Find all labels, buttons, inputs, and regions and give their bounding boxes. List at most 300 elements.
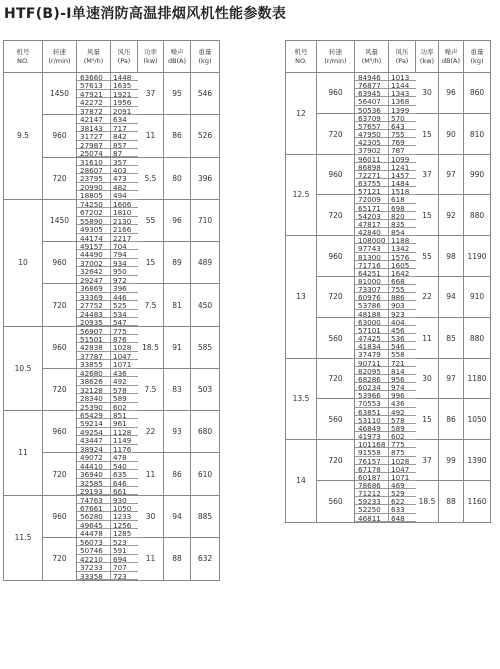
pressure-value: 769 [389, 138, 416, 146]
pressure-value: 820 [389, 212, 416, 220]
speed-rpm: 960 [317, 73, 355, 113]
airflow-value: 28340 [77, 394, 111, 402]
speed-block [43, 411, 219, 453]
pressure-value: 2217 [111, 234, 138, 242]
pressure-value: 482 [111, 183, 138, 191]
airflow-value: 25074 [77, 149, 111, 157]
noise-dba: 97 [439, 155, 464, 195]
header-line: (r/min) [324, 56, 347, 65]
pressure-value: 1176 [111, 445, 138, 453]
airflow-value: 101168 [355, 440, 389, 448]
model-group [4, 496, 219, 581]
pressure-value: 1956 [111, 98, 138, 106]
pressure-value: 851 [111, 411, 138, 419]
pressure-value: 1047 [389, 465, 416, 473]
airflow-value: 36869 [77, 284, 111, 292]
pressure-value: 589 [389, 424, 416, 432]
pressure-value: 755 [389, 285, 416, 293]
airflow-value: 42840 [355, 228, 389, 236]
airflow-value: 42305 [355, 138, 389, 146]
pressure-value: 492 [389, 408, 416, 416]
airflow-value: 42838 [77, 343, 111, 351]
weight-kg: 810 [469, 129, 485, 139]
weight-kg: 546 [197, 89, 213, 99]
header-cell [191, 41, 219, 72]
header-line: 风量 [87, 48, 100, 56]
airflow-value: 24483 [77, 310, 111, 318]
pressure-value: 755 [389, 130, 416, 138]
airflow-value: 43447 [77, 436, 111, 444]
pressure-value: 717 [111, 124, 138, 132]
speed-rpm: 720 [317, 440, 355, 480]
power-kw: 22 [138, 411, 164, 452]
airflow-value: 57121 [355, 187, 389, 195]
speed-rpm: 720 [43, 369, 77, 411]
header-line: (Pa) [395, 56, 409, 65]
pressure-value: 558 [389, 350, 416, 358]
speed-block [317, 114, 490, 155]
header-cell [164, 41, 191, 72]
pressure-value: 1099 [389, 155, 416, 163]
speed-rpm: 1450 [43, 200, 77, 241]
pressure-value: 661 [111, 487, 138, 495]
table-header [286, 41, 490, 73]
weight-kg: 990 [469, 169, 485, 179]
pressure-value: 694 [111, 555, 138, 563]
airflow-value: 50536 [355, 106, 389, 114]
speed-rpm: 720 [317, 359, 355, 399]
pressure-value: 591 [111, 546, 138, 554]
pressure-value: 814 [389, 367, 416, 375]
header-line: (Pa) [117, 56, 131, 65]
header-line: 重量 [198, 48, 212, 56]
airflow-value: 71716 [355, 261, 389, 269]
airflow-value: 44478 [77, 529, 111, 537]
pressure-value: 403 [111, 166, 138, 174]
airflow-value: 41973 [355, 432, 389, 440]
speed-block [317, 481, 490, 522]
power-kw: 37 [416, 440, 439, 480]
header-line: 机号 [16, 48, 30, 56]
pressure-value: 961 [111, 419, 138, 427]
airflow-value: 55890 [77, 217, 111, 225]
airflow-value: 27987 [77, 141, 111, 149]
airflow-value: 37872 [77, 107, 111, 115]
pressure-value: 1149 [111, 436, 138, 444]
model-number: 13 [286, 236, 317, 357]
airflow-value: 63000 [355, 318, 389, 326]
power-kw: 55 [416, 236, 439, 276]
weight-kg: 632 [197, 554, 213, 564]
speed-block [317, 236, 490, 277]
speed-block [43, 369, 219, 411]
speed-rpm: 960 [317, 155, 355, 195]
airflow-value: 56073 [77, 538, 111, 546]
weight-kg: 1160 [467, 496, 487, 506]
airflow-value: 78686 [355, 481, 389, 489]
airflow-value: 76157 [355, 457, 389, 465]
weight-kg: 885 [197, 511, 213, 521]
model-group [286, 236, 490, 358]
power-kw: 5.5 [138, 158, 164, 200]
pressure-value: 1188 [389, 236, 416, 244]
weight-kg: 1050 [467, 415, 487, 425]
speed-block [317, 399, 490, 440]
header-cell [317, 41, 355, 72]
airflow-value: 53966 [355, 391, 389, 399]
pressure-value: 1642 [389, 269, 416, 277]
pressure-value: 529 [389, 489, 416, 497]
noise-dba: 92 [439, 195, 464, 236]
weight-kg: 396 [197, 174, 213, 184]
airflow-value: 63755 [355, 179, 389, 187]
airflow-value: 32585 [77, 479, 111, 487]
pressure-value: 494 [111, 191, 138, 199]
airflow-value: 67178 [355, 465, 389, 473]
header-cell [4, 41, 43, 72]
airflow-value: 33369 [77, 293, 111, 301]
pressure-value: 934 [111, 259, 138, 267]
pressure-value: 698 [389, 204, 416, 212]
pressure-value: 1399 [389, 106, 416, 114]
power-kw: 30 [416, 73, 439, 113]
power-kw: 15 [416, 195, 439, 236]
airflow-value: 57613 [77, 81, 111, 89]
pressure-value: 2130 [111, 217, 138, 225]
speed-rpm: 720 [43, 538, 77, 580]
pressure-value: 1448 [111, 73, 138, 81]
pressure-value: 974 [389, 383, 416, 391]
noise-dba: 85 [439, 318, 464, 359]
pressure-value: 1047 [111, 352, 138, 360]
airflow-value: 27752 [77, 301, 111, 309]
airflow-value: 51501 [77, 335, 111, 343]
performance-table-left [3, 40, 220, 581]
weight-kg: 860 [469, 88, 485, 98]
airflow-value: 44490 [77, 250, 111, 258]
speed-rpm: 1450 [43, 73, 77, 114]
pressure-value: 1518 [389, 187, 416, 195]
pressure-value: 547 [111, 318, 138, 326]
speed-rpm: 720 [43, 284, 77, 326]
airflow-value: 91558 [355, 448, 389, 456]
pressure-value: 723 [111, 572, 138, 580]
airflow-value: 46849 [355, 424, 389, 432]
pressure-value: 787 [389, 146, 416, 154]
airflow-value: 56280 [77, 512, 111, 520]
header-line: 噪声 [444, 48, 458, 56]
airflow-value: 71212 [355, 489, 389, 497]
noise-dba: 97 [439, 359, 464, 399]
pressure-value: 886 [389, 293, 416, 301]
airflow-value: 49157 [77, 242, 111, 250]
power-kw: 11 [138, 453, 164, 495]
airflow-value: 48188 [355, 310, 389, 318]
pressure-value: 1071 [389, 473, 416, 481]
airflow-value: 49305 [77, 225, 111, 233]
noise-dba: 94 [164, 496, 191, 537]
pressure-value: 903 [389, 301, 416, 309]
airflow-value: 36940 [77, 470, 111, 478]
header-line: dB(A) [441, 56, 461, 65]
pressure-value: 857 [111, 141, 138, 149]
power-kw: 15 [416, 114, 439, 155]
model-number: 11.5 [4, 496, 43, 581]
pressure-value: 436 [111, 369, 138, 377]
noise-dba: 96 [164, 200, 191, 241]
pressure-value: 1606 [111, 200, 138, 208]
speed-block [43, 538, 219, 580]
header-cell [77, 41, 111, 72]
pressure-value: 648 [389, 514, 416, 522]
airflow-value: 42210 [77, 555, 111, 563]
airflow-value: 31610 [77, 158, 111, 166]
pressure-value: 492 [111, 377, 138, 385]
pressure-value: 775 [111, 327, 138, 335]
airflow-value: 52250 [355, 505, 389, 513]
airflow-value: 37233 [77, 563, 111, 571]
pressure-value: 707 [111, 563, 138, 571]
airflow-value: 86898 [355, 163, 389, 171]
weight-kg: 880 [469, 333, 485, 343]
pressure-value: 578 [389, 416, 416, 424]
pressure-value: 589 [111, 394, 138, 402]
airflow-value: 64251 [355, 269, 389, 277]
airflow-value: 70553 [355, 399, 389, 407]
pressure-value: 456 [389, 326, 416, 334]
airflow-value: 97743 [355, 244, 389, 252]
pressure-value: 996 [389, 391, 416, 399]
pressure-value: 1484 [389, 179, 416, 187]
airflow-value: 38924 [77, 445, 111, 453]
airflow-value: 32128 [77, 386, 111, 394]
header-line: 功率 [144, 48, 157, 56]
pressure-value: 923 [389, 310, 416, 318]
airflow-value: 32642 [77, 267, 111, 275]
speed-rpm: 720 [43, 453, 77, 495]
model-group [4, 200, 219, 327]
airflow-value: 28607 [77, 166, 111, 174]
airflow-value: 29247 [77, 276, 111, 284]
airflow-value: 38626 [77, 377, 111, 385]
airflow-value: 53110 [355, 416, 389, 424]
power-kw: 22 [416, 277, 439, 317]
pressure-value: 570 [389, 114, 416, 122]
airflow-value: 37479 [355, 350, 389, 358]
pressure-value: 1605 [389, 261, 416, 269]
pressure-value: 1635 [111, 81, 138, 89]
airflow-value: 33855 [77, 360, 111, 368]
model-group [4, 411, 219, 496]
noise-dba: 99 [439, 440, 464, 480]
pressure-value: 1128 [111, 428, 138, 436]
pressure-value: 578 [111, 386, 138, 394]
pressure-value: 633 [389, 505, 416, 513]
pressure-value: 396 [111, 284, 138, 292]
weight-kg: 450 [197, 300, 213, 310]
speed-rpm: 960 [43, 496, 77, 537]
airflow-value: 81300 [355, 253, 389, 261]
airflow-value: 74763 [77, 496, 111, 504]
header-line: dB(A) [167, 56, 187, 65]
airflow-value: 23795 [77, 174, 111, 182]
weight-kg: 489 [197, 258, 213, 268]
speed-rpm: 720 [43, 158, 77, 200]
pressure-value: 1144 [389, 81, 416, 89]
power-kw: 18.5 [416, 481, 439, 522]
airflow-value: 63945 [355, 89, 389, 97]
speed-block [317, 318, 490, 359]
header-cell [138, 41, 164, 72]
speed-rpm: 720 [317, 114, 355, 155]
pressure-value: 478 [111, 453, 138, 461]
weight-kg: 1180 [467, 373, 487, 383]
header-cell [286, 41, 317, 72]
pressure-value: 404 [389, 318, 416, 326]
pressure-value: 1921 [111, 90, 138, 98]
header-line: (M³/h) [83, 56, 104, 65]
speed-rpm: 960 [43, 242, 77, 283]
model-number: 9.5 [4, 73, 43, 199]
header-line: NO. [17, 56, 29, 65]
airflow-value: 31727 [77, 132, 111, 140]
pressure-value: 473 [111, 174, 138, 182]
pressure-value: 721 [389, 359, 416, 367]
speed-block [43, 200, 219, 242]
pressure-value: 357 [111, 158, 138, 166]
airflow-value: 54203 [355, 212, 389, 220]
pressure-value: 534 [111, 310, 138, 318]
power-kw: 37 [416, 155, 439, 195]
noise-dba: 80 [164, 158, 191, 200]
airflow-value: 44174 [77, 234, 111, 242]
speed-block [317, 73, 490, 114]
airflow-value: 20990 [77, 183, 111, 191]
pressure-value: 835 [389, 220, 416, 228]
pressure-value: 87 [111, 149, 138, 157]
airflow-value: 63709 [355, 114, 389, 122]
power-kw: 30 [138, 496, 164, 537]
pressure-value: 1241 [389, 163, 416, 171]
airflow-value: 42272 [77, 98, 111, 106]
noise-dba: 91 [164, 327, 191, 368]
noise-dba: 88 [439, 481, 464, 522]
pressure-value: 956 [389, 375, 416, 383]
noise-dba: 81 [164, 284, 191, 326]
power-kw: 30 [416, 359, 439, 399]
speed-rpm: 720 [317, 277, 355, 317]
airflow-value: 63660 [77, 73, 111, 81]
airflow-value: 108000 [355, 236, 389, 244]
airflow-value: 72271 [355, 171, 389, 179]
header-cell [111, 41, 138, 72]
pressure-value: 842 [111, 132, 138, 140]
pressure-value: 972 [111, 276, 138, 284]
airflow-value: 57657 [355, 122, 389, 130]
noise-dba: 86 [439, 399, 464, 440]
pressure-value: 602 [111, 403, 138, 411]
airflow-value: 47425 [355, 334, 389, 342]
speed-rpm: 960 [43, 115, 77, 156]
airflow-value: 76877 [355, 81, 389, 89]
speed-rpm: 960 [43, 411, 77, 452]
speed-block [317, 155, 490, 196]
model-number: 10.5 [4, 327, 43, 411]
model-group [4, 73, 219, 200]
airflow-value: 42680 [77, 369, 111, 377]
pressure-value: 704 [111, 242, 138, 250]
pressure-value: 1071 [111, 360, 138, 368]
model-number: 12.5 [286, 155, 317, 236]
weight-kg: 680 [197, 427, 213, 437]
pressure-value: 854 [389, 228, 416, 236]
pressure-value: 643 [389, 122, 416, 130]
airflow-value: 90711 [355, 359, 389, 367]
pressure-value: 950 [111, 267, 138, 275]
header-line: (kw) [143, 56, 158, 65]
airflow-value: 47817 [355, 220, 389, 228]
pressure-value: 618 [389, 195, 416, 203]
airflow-value: 47950 [355, 130, 389, 138]
airflow-value: 81000 [355, 277, 389, 285]
power-kw: 11 [138, 538, 164, 580]
header-line: (kg) [198, 56, 212, 65]
airflow-value: 29193 [77, 487, 111, 495]
power-kw: 37 [138, 73, 164, 114]
header-line: (r/min) [48, 56, 71, 65]
airflow-value: 20935 [77, 318, 111, 326]
airflow-value: 37902 [355, 146, 389, 154]
airflow-value: 42147 [77, 115, 111, 123]
pressure-value: 469 [389, 481, 416, 489]
header-line: (M³/h) [361, 56, 382, 65]
pressure-value: 1013 [389, 73, 416, 81]
weight-kg: 1390 [467, 455, 487, 465]
performance-table-right [285, 40, 491, 523]
model-group [286, 73, 490, 155]
header-line: 功率 [420, 48, 434, 56]
pressure-value: 1342 [389, 244, 416, 252]
noise-dba: 86 [164, 453, 191, 495]
page-title: HTF(B)-I单速消防高温排烟风机性能参数表 [4, 6, 287, 22]
header-line: NO. [295, 56, 307, 65]
airflow-value: 56407 [355, 97, 389, 105]
power-kw: 7.5 [138, 284, 164, 326]
airflow-value: 57101 [355, 326, 389, 334]
model-number: 10 [4, 200, 43, 326]
speed-rpm: 560 [317, 481, 355, 522]
model-number: 12 [286, 73, 317, 154]
header-line: 转速 [329, 48, 342, 56]
airflow-value: 44410 [77, 462, 111, 470]
speed-block [43, 284, 219, 326]
header-line: 机号 [294, 48, 308, 56]
pressure-value: 1343 [389, 89, 416, 97]
pressure-value: 523 [111, 538, 138, 546]
speed-block [317, 440, 490, 481]
pressure-value: 775 [389, 440, 416, 448]
airflow-value: 74250 [77, 200, 111, 208]
pressure-value: 622 [389, 497, 416, 505]
pressure-value: 1256 [111, 521, 138, 529]
airflow-value: 60234 [355, 383, 389, 391]
model-group [286, 359, 490, 441]
pressure-value: 2166 [111, 225, 138, 233]
pressure-value: 1050 [111, 504, 138, 512]
model-number: 11 [4, 411, 43, 495]
weight-kg: 880 [469, 211, 485, 221]
noise-dba: 88 [164, 538, 191, 580]
